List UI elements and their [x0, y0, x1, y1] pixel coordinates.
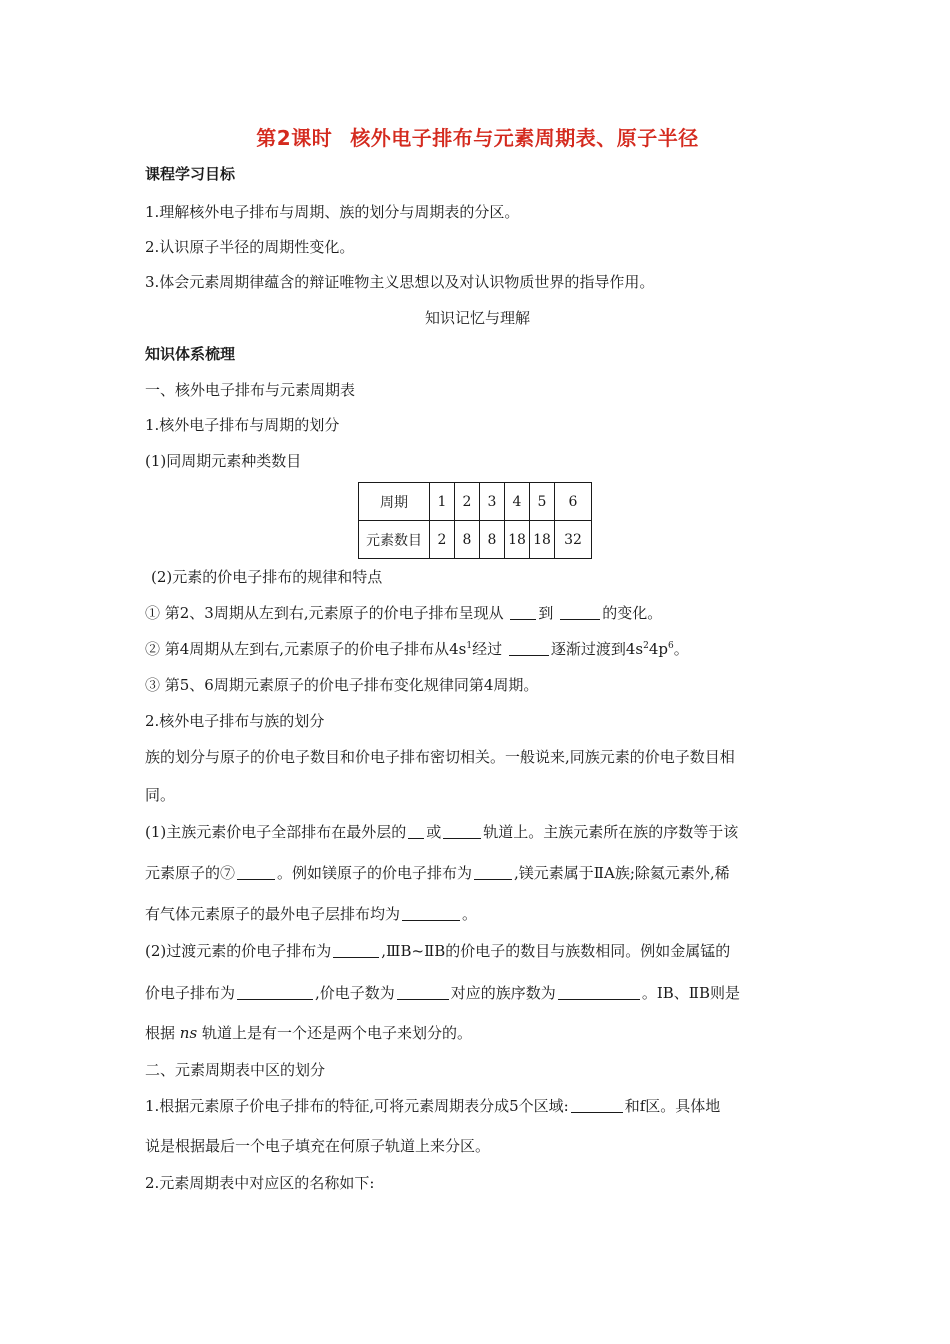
- rule-item-2: ② 第4周期从左到右,元素原子的价电子排布从$4s^1$经过 逐渐过渡到$4s^24p^6$。: [145, 640, 689, 658]
- table-cell: 8: [455, 521, 480, 559]
- goal-item-2: 2.认识原子半径的周期性变化。: [145, 238, 355, 256]
- table-cell: 18: [505, 521, 530, 559]
- table-cell: 18: [530, 521, 555, 559]
- fill-blank[interactable]: [474, 865, 512, 880]
- fill-blank[interactable]: [402, 906, 460, 921]
- fill-blank[interactable]: [560, 605, 600, 620]
- fill-blank[interactable]: [558, 985, 640, 1000]
- zone-line-1: 1.根据元素原子价电子排布的特征,可将元素周期表分成5个区域: 和f区。具体地: [145, 1097, 721, 1115]
- fill-blank[interactable]: [237, 985, 313, 1000]
- subsection-valence-rule: (2)元素的价电子排布的规律和特点: [151, 568, 383, 586]
- subsection-period-division: 1.核外电子排布与周期的划分: [145, 416, 340, 434]
- table-cell: 2: [455, 483, 480, 521]
- transition-line-1: (2)过渡元素的价电子排布为 ,ⅢB~ⅡB的价电子的数目与族数相同。例如金属锰的: [145, 942, 731, 960]
- table-header-count: 元素数目: [359, 521, 430, 559]
- main-group-line-3: 有气体元素原子的最外电子层排布均为 。: [145, 905, 478, 923]
- table-cell: 6: [555, 483, 592, 521]
- transition-line-3: 根据 ns 轨道上是有一个还是两个电子来划分的。: [145, 1024, 472, 1042]
- fill-blank[interactable]: [333, 943, 379, 958]
- table-cell: 4: [505, 483, 530, 521]
- transition-line-2: 价电子排布为 ,价电子数为 对应的族序数为 。ⅠB、ⅡB则是: [145, 984, 740, 1002]
- goal-item-3: 3.体会元素周期律蕴含的辩证唯物主义思想以及对认识物质世界的指导作用。: [145, 273, 655, 291]
- table-cell: 32: [555, 521, 592, 559]
- table-cell: 5: [530, 483, 555, 521]
- paragraph-line: 族的划分与原子的价电子数目和价电子排布密切相关。一般说来,同族元素的价电子数目相: [145, 748, 735, 766]
- section-center-heading: 知识记忆与理解: [424, 309, 530, 327]
- paragraph-line: 同。: [145, 786, 176, 804]
- rule-item-3: ③ 第5、6周期元素原子的价电子排布变化规律同第4周期。: [145, 676, 539, 694]
- fill-blank[interactable]: [509, 641, 549, 656]
- rule-item-1: ① 第2、3周期从左到右,元素原子的价电子排布呈现从 到 的变化。: [145, 604, 663, 622]
- goals-heading: 课程学习目标: [145, 165, 236, 183]
- goal-item-1: 1.理解核外电子排布与周期、族的划分与周期表的分区。: [145, 203, 520, 221]
- fill-blank[interactable]: [408, 824, 424, 839]
- table-header-period: 周期: [359, 483, 430, 521]
- table-cell: 8: [480, 521, 505, 559]
- table-cell: 3: [480, 483, 505, 521]
- table-cell: 1: [430, 483, 455, 521]
- lesson-number: 第2课时: [256, 126, 333, 150]
- part2-heading: 二、元素周期表中区的划分: [145, 1061, 326, 1079]
- fill-blank[interactable]: [397, 985, 449, 1000]
- fill-blank[interactable]: [443, 824, 481, 839]
- main-group-line-2: 元素原子的⑦ 。例如镁原子的价电子排布为 ,镁元素属于ⅡA族;除氦元素外,稀: [145, 864, 730, 882]
- subsection-group-division: 2.核外电子排布与族的划分: [145, 712, 325, 730]
- fill-blank[interactable]: [237, 865, 275, 880]
- main-group-line-1: (1)主族元素价电子全部排布在最外层的 或 轨道上。主族元素所在族的序数等于该: [145, 823, 739, 841]
- knowledge-heading: 知识体系梳理: [145, 345, 236, 363]
- table-row: [359, 483, 592, 521]
- period-element-table: [358, 482, 592, 559]
- fill-blank[interactable]: [510, 605, 536, 620]
- table-cell: 2: [430, 521, 455, 559]
- lesson-topic: 核外电子排布与元素周期表、原子半径: [350, 126, 699, 150]
- fill-blank[interactable]: [571, 1098, 623, 1113]
- subsection-element-count: (1)同周期元素种类数目: [145, 452, 302, 470]
- zone-line-2: 说是根据最后一个电子填充在何原子轨道上来分区。: [145, 1137, 491, 1155]
- zone-line-3: 2.元素周期表中对应区的名称如下:: [145, 1174, 375, 1192]
- part1-heading: 一、核外电子排布与元素周期表: [145, 381, 356, 399]
- page-title: [145, 122, 810, 151]
- table-row: [359, 521, 592, 559]
